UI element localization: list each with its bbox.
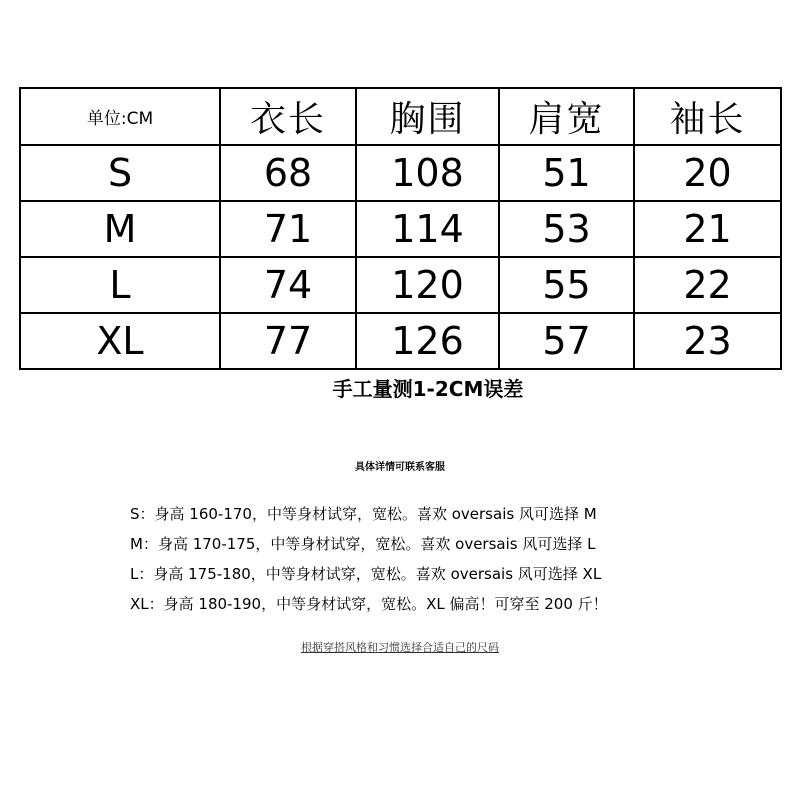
sleeve-value: 23 [634,313,781,369]
shoulder-value: 57 [499,313,634,369]
sleeve-value: 20 [634,145,781,201]
chest-value: 114 [356,201,499,257]
size-label: XL [20,313,220,369]
table-row [20,257,781,313]
header-length: 衣长 [220,88,356,145]
chest-value: 108 [356,145,499,201]
table-row [20,313,781,369]
measurement-error-note: 手工量测1-2CM误差 [332,377,524,401]
unit-label: 单位:CM [20,88,220,145]
recommendation-item-s: S：身高 160-170，中等身材试穿，宽松。喜欢 oversais 风可选择 M [130,505,597,523]
sleeve-value: 22 [634,257,781,313]
length-value: 71 [220,201,356,257]
length-value: 68 [220,145,356,201]
shoulder-value: 53 [499,201,634,257]
recommendation-item-xl: XL：身高 180-190，中等身材试穿，宽松。XL 偏高！可穿至 200 斤！ [130,595,608,613]
contact-service-note: 具体详情可联系客服 [355,462,445,473]
recommendation-item-m: M：身高 170-175，中等身材试穿，宽松。喜欢 oversais 风可选择 L [130,535,596,553]
size-label: L [20,257,220,313]
recommendation-item-l: L：身高 175-180，中等身材试穿，宽松。喜欢 oversais 风可选择 XL [130,565,602,583]
chest-value: 126 [356,313,499,369]
header-chest: 胸围 [356,88,499,145]
chest-value: 120 [356,257,499,313]
size-chart-table [19,87,782,370]
size-label: S [20,145,220,201]
length-value: 74 [220,257,356,313]
size-label: M [20,201,220,257]
length-value: 77 [220,313,356,369]
size-recommendation-list [130,503,608,623]
shoulder-value: 51 [499,145,634,201]
header-shoulder: 肩宽 [499,88,634,145]
header-sleeve: 袖长 [634,88,781,145]
shoulder-value: 55 [499,257,634,313]
table-header-row [20,88,781,145]
table-row [20,145,781,201]
table-row [20,201,781,257]
sleeve-value: 21 [634,201,781,257]
size-advice-footer: 根据穿搭风格和习惯选择合适自己的尺码 [301,641,499,654]
